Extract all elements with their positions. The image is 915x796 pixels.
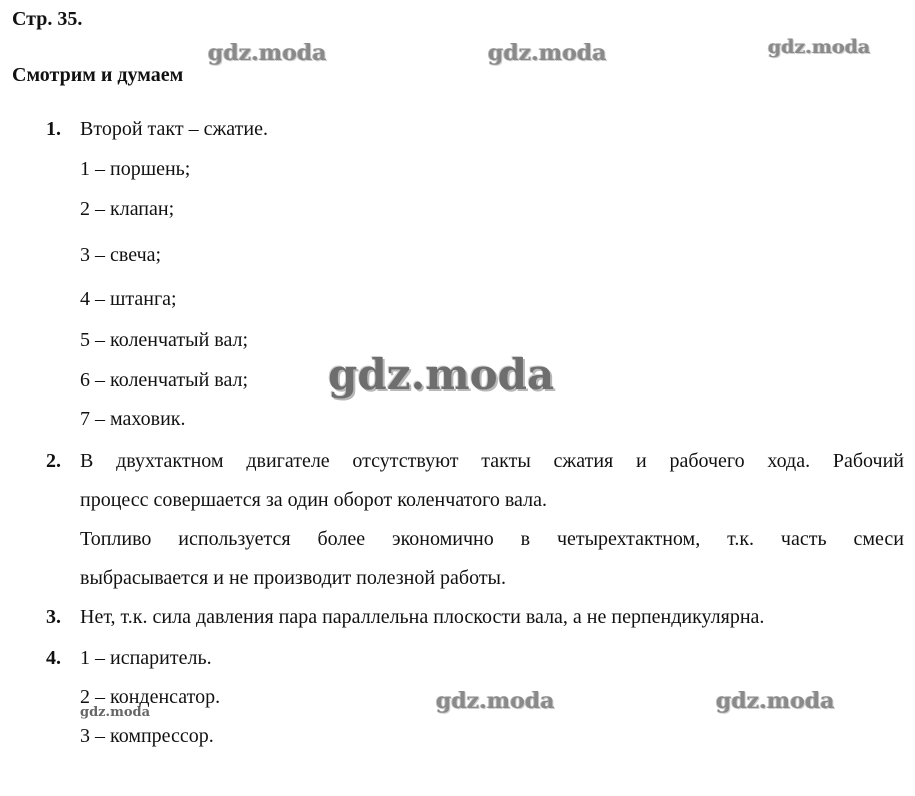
watermark-top-center: gdz.moda bbox=[488, 40, 607, 66]
watermark-center: gdz.moda bbox=[328, 350, 555, 399]
item-2-number: 2. bbox=[46, 450, 61, 472]
item-2-line-1: В двухтактном двигателе отсутствуют такты сжатия и рабочего хода. Рабочий bbox=[80, 450, 904, 472]
item-1-line-7: 6 – коленчатый вал; bbox=[80, 369, 249, 391]
item-4-line-3: 3 – компрессор. bbox=[80, 725, 214, 747]
watermark-top-right: gdz.moda bbox=[768, 36, 871, 58]
page-title: Стр. 35. bbox=[12, 8, 83, 30]
item-1-line-5: 4 – штанга; bbox=[80, 288, 177, 310]
watermark-bottom-right: gdz.moda bbox=[716, 688, 835, 714]
watermark-small-left: gdz.moda bbox=[80, 705, 151, 720]
item-1-line-3: 2 – клапан; bbox=[80, 198, 175, 220]
item-1-line-6: 5 – коленчатый вал; bbox=[80, 329, 249, 351]
item-1-line-2: 1 – поршень; bbox=[80, 158, 191, 180]
item-3-line-1: Нет, т.к. сила давления пара параллельна плоскости вала, а не перпендикулярна. bbox=[80, 606, 765, 628]
section-heading: Смотрим и думаем bbox=[12, 64, 184, 86]
item-4-number: 4. bbox=[46, 647, 61, 669]
watermark-bottom-center: gdz.moda bbox=[436, 688, 555, 714]
item-2-line-2: процесс совершается за один оборот коленчатого вала. bbox=[80, 489, 547, 511]
item-1-line-1: Второй такт – сжатие. bbox=[80, 118, 268, 140]
item-1-number: 1. bbox=[46, 118, 61, 140]
item-4-line-1: 1 – испаритель. bbox=[80, 647, 212, 669]
item-3-number: 3. bbox=[46, 606, 61, 628]
item-2-line-4: выбрасывается и не производит полезной работы. bbox=[80, 567, 506, 589]
watermark-top-left: gdz.moda bbox=[208, 40, 327, 66]
item-1-line-8: 7 – маховик. bbox=[80, 408, 186, 430]
item-1-line-4: 3 – свеча; bbox=[80, 244, 162, 266]
item-4-line-2: 2 – конденсатор. bbox=[80, 686, 221, 708]
item-2-line-3: Топливо используется более экономично в четырехтактном, т.к. часть смеси bbox=[80, 528, 904, 550]
